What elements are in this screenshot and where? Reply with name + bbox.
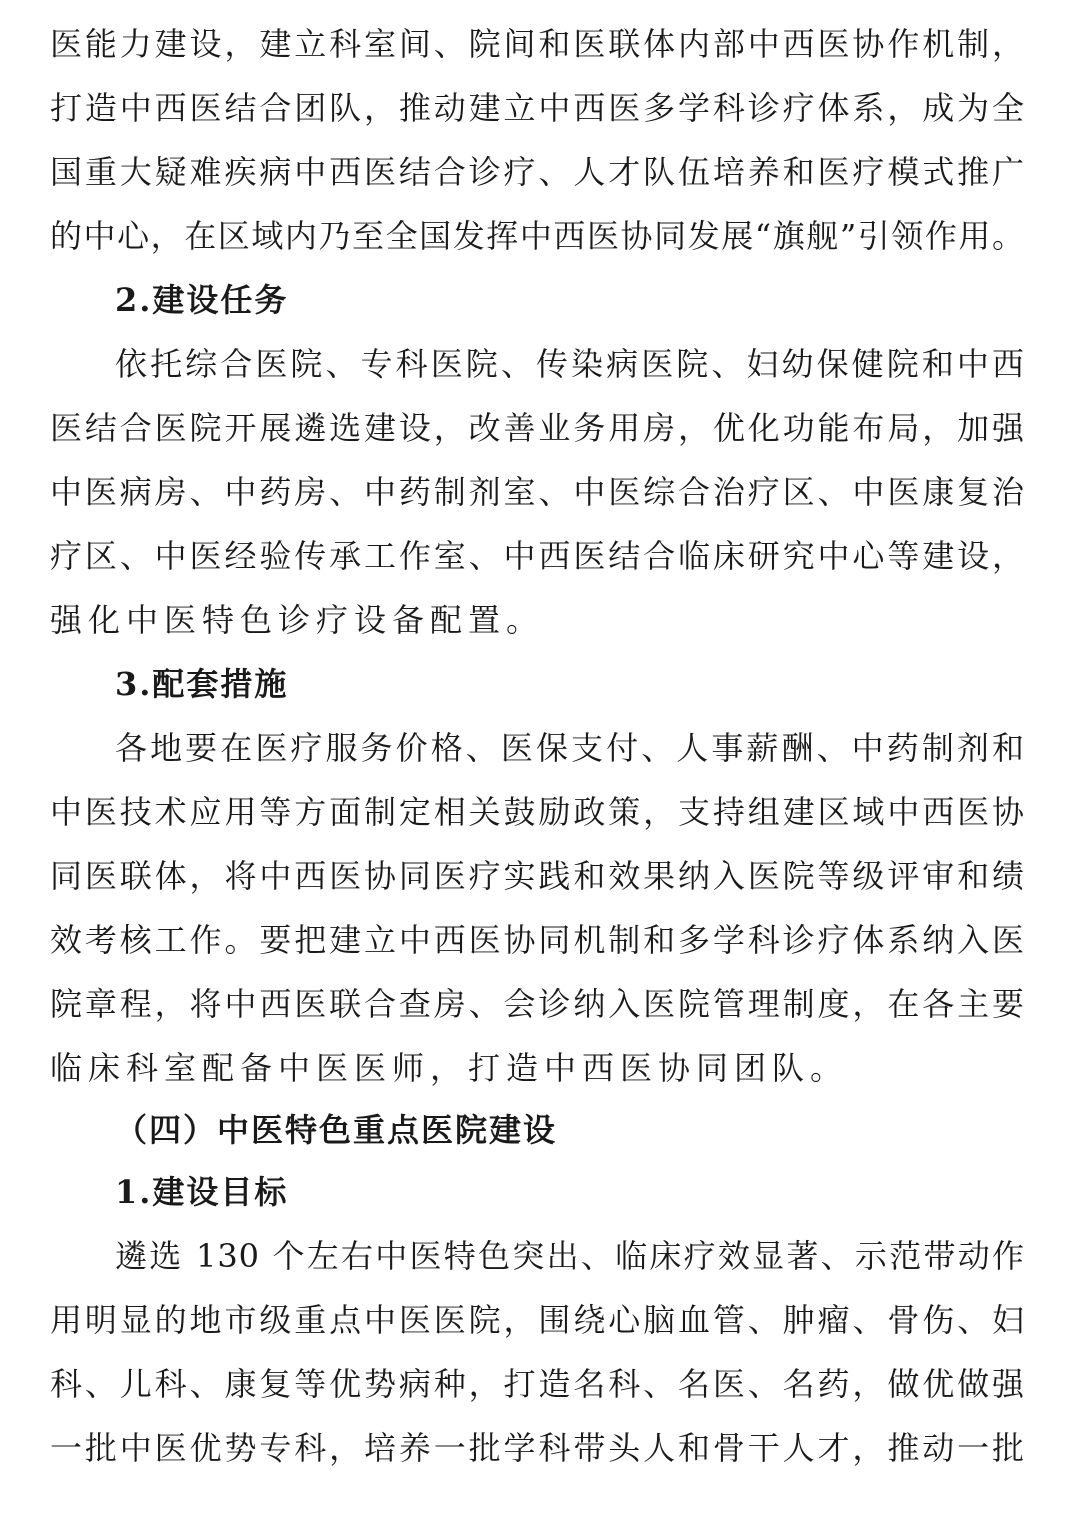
subheading-supporting-measures: 3.配套措施	[115, 665, 289, 703]
paragraph-line: 临床科室配备中医医师，打造中西医协同团队。	[50, 1049, 849, 1087]
paragraph-line: 一批中医优势专科，培养一批学科带头人和骨干人才，推动一批	[50, 1429, 1025, 1467]
paragraph-line: 用明显的地市级重点中医医院，围绕心脑血管、肿瘤、骨伤、妇	[50, 1301, 1025, 1339]
paragraph-line: 依托综合医院、专科医院、传染病医院、妇幼保健院和中西	[115, 345, 1025, 383]
paragraph-line: 院章程，将中西医联合查房、会诊纳入医院管理制度，在各主要	[50, 985, 1025, 1023]
paragraph-line: 国重大疑难疾病中西医结合诊疗、人才队伍培养和医疗模式推广	[50, 153, 1025, 191]
paragraph-line: 效考核工作。要把建立中西医协同机制和多学科诊疗体系纳入医	[50, 921, 1025, 959]
paragraph-line: 中医病房、中药房、中药制剂室、中医综合治疗区、中医康复治	[50, 473, 1025, 511]
paragraph-line: 的中心，在区域内乃至全国发挥中西医协同发展“旗舰”引领作用。	[50, 217, 1025, 255]
paragraph-line: 医能力建设，建立科室间、院间和医联体内部中西医协作机制，	[50, 25, 1025, 63]
paragraph-line: 疗区、中医经验传承工作室、中西医结合临床研究中心等建设，	[50, 537, 1025, 575]
paragraph-line: 各地要在医疗服务价格、医保支付、人事薪酬、中药制剂和	[115, 729, 1025, 767]
subheading-construction-goals: 1.建设目标	[115, 1173, 289, 1211]
paragraph-line: 中医技术应用等方面制定相关鼓励政策，支持组建区域中西医协	[50, 793, 1025, 831]
subheading-construction-tasks: 2.建设任务	[115, 281, 289, 319]
section-heading-four: （四）中医特色重点医院建设	[115, 1111, 558, 1149]
paragraph-line: 遴选 130 个左右中医特色突出、临床疗效显著、示范带动作	[115, 1237, 1025, 1275]
paragraph-line: 科、儿科、康复等优势病种，打造名科、名医、名药，做优做强	[50, 1365, 1025, 1403]
paragraph-line: 打造中西医结合团队，推动建立中西医多学科诊疗体系，成为全	[50, 89, 1025, 127]
paragraph-line: 强化中医特色诊疗设备配置。	[50, 601, 545, 639]
paragraph-line: 医结合医院开展遴选建设，改善业务用房，优化功能布局，加强	[50, 409, 1025, 447]
paragraph-line: 同医联体，将中西医协同医疗实践和效果纳入医院等级评审和绩	[50, 857, 1025, 895]
